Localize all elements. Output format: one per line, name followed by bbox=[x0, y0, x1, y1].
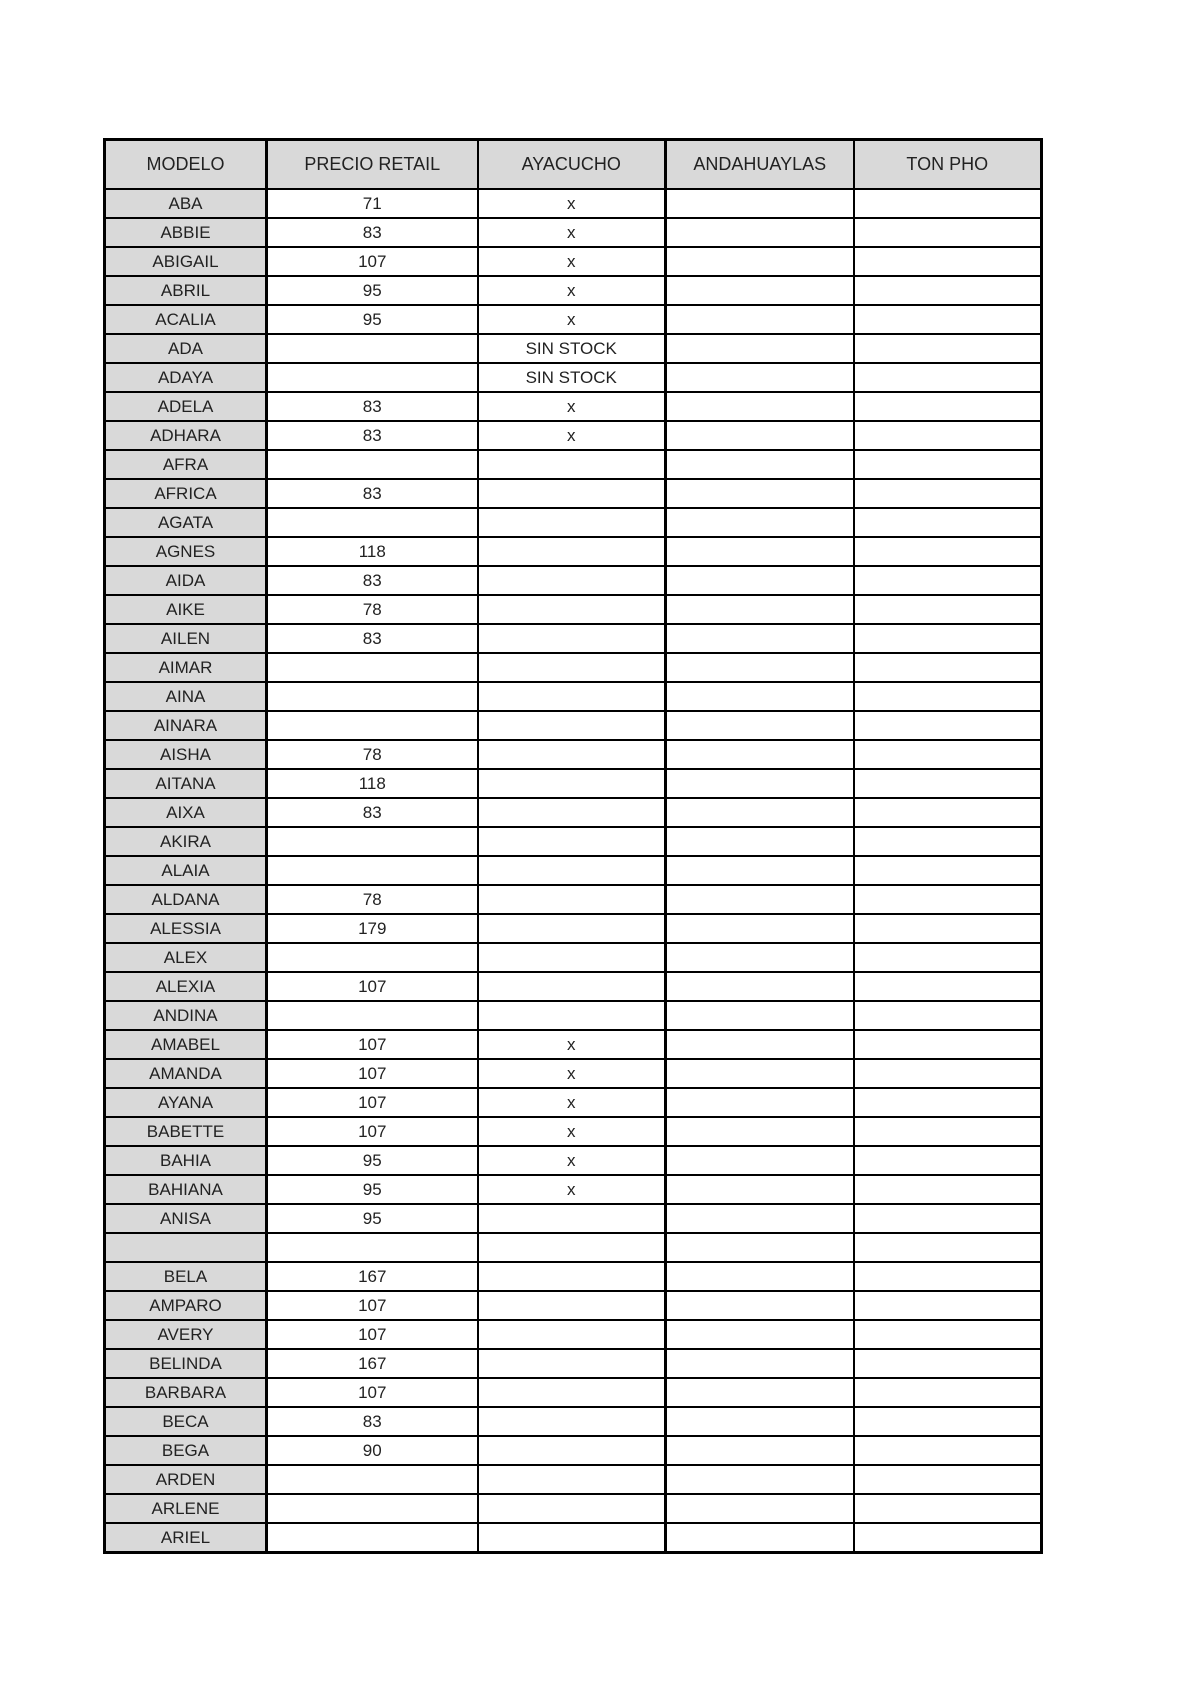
precio-retail-cell: 83 bbox=[267, 479, 478, 508]
table-row bbox=[105, 566, 1042, 595]
modelo-cell: ABIGAIL bbox=[105, 247, 267, 276]
ton-pho-cell bbox=[854, 450, 1042, 479]
andahuaylas-cell bbox=[666, 856, 854, 885]
andahuaylas-cell bbox=[666, 740, 854, 769]
precio-retail-cell bbox=[267, 450, 478, 479]
andahuaylas-cell bbox=[666, 363, 854, 392]
modelo-cell: BARBARA bbox=[105, 1378, 267, 1407]
ayacucho-cell bbox=[478, 1436, 666, 1465]
ton-pho-cell bbox=[854, 392, 1042, 421]
andahuaylas-cell bbox=[666, 914, 854, 943]
precio-retail-cell: 78 bbox=[267, 740, 478, 769]
ayacucho-cell bbox=[478, 566, 666, 595]
table-row bbox=[105, 1001, 1042, 1030]
ton-pho-cell bbox=[854, 885, 1042, 914]
precio-retail-cell bbox=[267, 334, 478, 363]
ayacucho-cell bbox=[478, 479, 666, 508]
andahuaylas-cell bbox=[666, 653, 854, 682]
ayacucho-cell: SIN STOCK bbox=[478, 363, 666, 392]
table-row bbox=[105, 1291, 1042, 1320]
modelo-cell: ABA bbox=[105, 189, 267, 218]
modelo-cell: ALEXIA bbox=[105, 972, 267, 1001]
table-row bbox=[105, 1262, 1042, 1291]
modelo-cell: AIKE bbox=[105, 595, 267, 624]
precio-retail-cell: 107 bbox=[267, 1117, 478, 1146]
ton-pho-cell bbox=[854, 827, 1042, 856]
ton-pho-cell bbox=[854, 595, 1042, 624]
ayacucho-cell bbox=[478, 537, 666, 566]
ayacucho-cell bbox=[478, 1349, 666, 1378]
header-row bbox=[105, 140, 1042, 190]
andahuaylas-cell bbox=[666, 1030, 854, 1059]
andahuaylas-cell bbox=[666, 769, 854, 798]
andahuaylas-cell bbox=[666, 392, 854, 421]
ton-pho-cell bbox=[854, 566, 1042, 595]
table-row bbox=[105, 827, 1042, 856]
ayacucho-cell bbox=[478, 653, 666, 682]
table-row bbox=[105, 450, 1042, 479]
ayacucho-cell: x bbox=[478, 1146, 666, 1175]
table-row bbox=[105, 885, 1042, 914]
ton-pho-cell bbox=[854, 1175, 1042, 1204]
ayacucho-cell bbox=[478, 1523, 666, 1553]
modelo-cell: AINARA bbox=[105, 711, 267, 740]
ayacucho-cell bbox=[478, 1320, 666, 1349]
precio-retail-cell: 118 bbox=[267, 537, 478, 566]
andahuaylas-cell bbox=[666, 479, 854, 508]
andahuaylas-cell bbox=[666, 1465, 854, 1494]
modelo-cell: AIDA bbox=[105, 566, 267, 595]
modelo-cell: AINA bbox=[105, 682, 267, 711]
ayacucho-cell bbox=[478, 711, 666, 740]
ayacucho-cell bbox=[478, 972, 666, 1001]
modelo-cell: BECA bbox=[105, 1407, 267, 1436]
ayacucho-cell: x bbox=[478, 276, 666, 305]
table-row bbox=[105, 247, 1042, 276]
modelo-cell: ANISA bbox=[105, 1204, 267, 1233]
ayacucho-cell bbox=[478, 914, 666, 943]
precio-retail-cell: 83 bbox=[267, 218, 478, 247]
precio-retail-cell: 78 bbox=[267, 885, 478, 914]
modelo-cell: AVERY bbox=[105, 1320, 267, 1349]
andahuaylas-cell bbox=[666, 798, 854, 827]
table-row bbox=[105, 363, 1042, 392]
modelo-cell: AFRA bbox=[105, 450, 267, 479]
ayacucho-cell: x bbox=[478, 189, 666, 218]
ton-pho-cell bbox=[854, 1204, 1042, 1233]
ton-pho-cell bbox=[854, 1378, 1042, 1407]
precio-retail-cell bbox=[267, 1001, 478, 1030]
modelo-cell: ABRIL bbox=[105, 276, 267, 305]
precio-retail-cell: 107 bbox=[267, 1030, 478, 1059]
ayacucho-cell: x bbox=[478, 1059, 666, 1088]
ayacucho-cell: x bbox=[478, 392, 666, 421]
modelo-cell: ADAYA bbox=[105, 363, 267, 392]
modelo-cell: AILEN bbox=[105, 624, 267, 653]
andahuaylas-cell bbox=[666, 1378, 854, 1407]
ton-pho-cell bbox=[854, 363, 1042, 392]
precio-retail-cell bbox=[267, 363, 478, 392]
ayacucho-cell bbox=[478, 1233, 666, 1262]
table-row bbox=[105, 1117, 1042, 1146]
ayacucho-cell bbox=[478, 943, 666, 972]
modelo-cell: ALAIA bbox=[105, 856, 267, 885]
andahuaylas-cell bbox=[666, 1262, 854, 1291]
andahuaylas-cell bbox=[666, 421, 854, 450]
andahuaylas-cell bbox=[666, 885, 854, 914]
ton-pho-cell bbox=[854, 421, 1042, 450]
precio-retail-cell: 167 bbox=[267, 1262, 478, 1291]
precio-retail-cell bbox=[267, 1494, 478, 1523]
ton-pho-cell bbox=[854, 740, 1042, 769]
precio-retail-cell: 71 bbox=[267, 189, 478, 218]
andahuaylas-cell bbox=[666, 566, 854, 595]
andahuaylas-cell bbox=[666, 1349, 854, 1378]
andahuaylas-cell bbox=[666, 595, 854, 624]
table-row bbox=[105, 1204, 1042, 1233]
modelo-cell: BEGA bbox=[105, 1436, 267, 1465]
precio-retail-cell: 83 bbox=[267, 798, 478, 827]
modelo-cell: AMANDA bbox=[105, 1059, 267, 1088]
ton-pho-cell bbox=[854, 914, 1042, 943]
table-row bbox=[105, 914, 1042, 943]
ton-pho-cell bbox=[854, 1001, 1042, 1030]
precio-retail-cell: 95 bbox=[267, 1175, 478, 1204]
ton-pho-cell bbox=[854, 189, 1042, 218]
table-row bbox=[105, 769, 1042, 798]
table-row bbox=[105, 1320, 1042, 1349]
ton-pho-cell bbox=[854, 1465, 1042, 1494]
table-row bbox=[105, 421, 1042, 450]
table-row bbox=[105, 653, 1042, 682]
table-row bbox=[105, 1030, 1042, 1059]
precio-retail-cell: 95 bbox=[267, 276, 478, 305]
modelo-cell: AGNES bbox=[105, 537, 267, 566]
andahuaylas-cell bbox=[666, 1233, 854, 1262]
modelo-cell: AISHA bbox=[105, 740, 267, 769]
table-row bbox=[105, 1523, 1042, 1553]
table-row bbox=[105, 1436, 1042, 1465]
andahuaylas-cell bbox=[666, 1204, 854, 1233]
andahuaylas-cell bbox=[666, 1494, 854, 1523]
ayacucho-cell bbox=[478, 595, 666, 624]
table-header bbox=[105, 140, 1042, 190]
andahuaylas-cell bbox=[666, 624, 854, 653]
table-row bbox=[105, 1233, 1042, 1262]
andahuaylas-cell bbox=[666, 1320, 854, 1349]
table-row bbox=[105, 334, 1042, 363]
andahuaylas-cell bbox=[666, 1059, 854, 1088]
ton-pho-cell bbox=[854, 1146, 1042, 1175]
ayacucho-cell bbox=[478, 624, 666, 653]
ayacucho-cell bbox=[478, 1407, 666, 1436]
header-modelo: MODELO bbox=[105, 140, 267, 190]
ayacucho-cell: x bbox=[478, 1117, 666, 1146]
table-row bbox=[105, 972, 1042, 1001]
precio-retail-cell: 83 bbox=[267, 624, 478, 653]
ton-pho-cell bbox=[854, 247, 1042, 276]
precio-retail-cell: 83 bbox=[267, 1407, 478, 1436]
precio-retail-cell bbox=[267, 682, 478, 711]
precio-retail-cell: 107 bbox=[267, 1088, 478, 1117]
andahuaylas-cell bbox=[666, 1175, 854, 1204]
modelo-cell: ALEX bbox=[105, 943, 267, 972]
ayacucho-cell bbox=[478, 1378, 666, 1407]
andahuaylas-cell bbox=[666, 218, 854, 247]
ayacucho-cell bbox=[478, 508, 666, 537]
ayacucho-cell bbox=[478, 1001, 666, 1030]
modelo-cell: ALESSIA bbox=[105, 914, 267, 943]
andahuaylas-cell bbox=[666, 1001, 854, 1030]
modelo-cell: ABBIE bbox=[105, 218, 267, 247]
table-row bbox=[105, 1494, 1042, 1523]
header-ton-pho: TON PHO bbox=[854, 140, 1042, 190]
modelo-cell: AMABEL bbox=[105, 1030, 267, 1059]
andahuaylas-cell bbox=[666, 334, 854, 363]
modelo-cell: ACALIA bbox=[105, 305, 267, 334]
ayacucho-cell bbox=[478, 769, 666, 798]
ton-pho-cell bbox=[854, 1407, 1042, 1436]
ton-pho-cell bbox=[854, 334, 1042, 363]
modelo-cell bbox=[105, 1233, 267, 1262]
ayacucho-cell bbox=[478, 798, 666, 827]
ayacucho-cell bbox=[478, 450, 666, 479]
andahuaylas-cell bbox=[666, 1088, 854, 1117]
inventory-table bbox=[103, 138, 1043, 1554]
precio-retail-cell bbox=[267, 943, 478, 972]
ton-pho-cell bbox=[854, 769, 1042, 798]
table-row bbox=[105, 508, 1042, 537]
table-row bbox=[105, 189, 1042, 218]
modelo-cell: ADHARA bbox=[105, 421, 267, 450]
header-andahuaylas: ANDAHUAYLAS bbox=[666, 140, 854, 190]
modelo-cell: ADELA bbox=[105, 392, 267, 421]
table-row bbox=[105, 1407, 1042, 1436]
ton-pho-cell bbox=[854, 305, 1042, 334]
ton-pho-cell bbox=[854, 1291, 1042, 1320]
table-row bbox=[105, 479, 1042, 508]
modelo-cell: AGATA bbox=[105, 508, 267, 537]
precio-retail-cell: 107 bbox=[267, 972, 478, 1001]
ayacucho-cell: x bbox=[478, 1088, 666, 1117]
andahuaylas-cell bbox=[666, 247, 854, 276]
table-row bbox=[105, 624, 1042, 653]
table-row bbox=[105, 856, 1042, 885]
andahuaylas-cell bbox=[666, 537, 854, 566]
ton-pho-cell bbox=[854, 798, 1042, 827]
table-row bbox=[105, 537, 1042, 566]
precio-retail-cell: 83 bbox=[267, 421, 478, 450]
precio-retail-cell bbox=[267, 508, 478, 537]
modelo-cell: AIXA bbox=[105, 798, 267, 827]
table-row bbox=[105, 1378, 1042, 1407]
ton-pho-cell bbox=[854, 1436, 1042, 1465]
precio-retail-cell: 95 bbox=[267, 1204, 478, 1233]
ton-pho-cell bbox=[854, 276, 1042, 305]
ton-pho-cell bbox=[854, 479, 1042, 508]
precio-retail-cell: 107 bbox=[267, 1291, 478, 1320]
table-row bbox=[105, 1465, 1042, 1494]
ayacucho-cell bbox=[478, 856, 666, 885]
precio-retail-cell: 95 bbox=[267, 305, 478, 334]
ayacucho-cell: x bbox=[478, 218, 666, 247]
ton-pho-cell bbox=[854, 218, 1042, 247]
modelo-cell: AFRICA bbox=[105, 479, 267, 508]
table-row bbox=[105, 1175, 1042, 1204]
ayacucho-cell bbox=[478, 1262, 666, 1291]
precio-retail-cell bbox=[267, 711, 478, 740]
table-body bbox=[105, 189, 1042, 1553]
header-precio-retail: PRECIO RETAIL bbox=[267, 140, 478, 190]
precio-retail-cell: 118 bbox=[267, 769, 478, 798]
table-row bbox=[105, 595, 1042, 624]
precio-retail-cell: 107 bbox=[267, 1059, 478, 1088]
andahuaylas-cell bbox=[666, 1291, 854, 1320]
table-row bbox=[105, 1349, 1042, 1378]
precio-retail-cell bbox=[267, 653, 478, 682]
table-row bbox=[105, 682, 1042, 711]
andahuaylas-cell bbox=[666, 943, 854, 972]
ton-pho-cell bbox=[854, 537, 1042, 566]
ayacucho-cell bbox=[478, 740, 666, 769]
precio-retail-cell: 107 bbox=[267, 1378, 478, 1407]
ton-pho-cell bbox=[854, 1320, 1042, 1349]
ton-pho-cell bbox=[854, 653, 1042, 682]
modelo-cell: AYANA bbox=[105, 1088, 267, 1117]
ayacucho-cell bbox=[478, 827, 666, 856]
modelo-cell: AMPARO bbox=[105, 1291, 267, 1320]
ayacucho-cell: x bbox=[478, 305, 666, 334]
ayacucho-cell: x bbox=[478, 1030, 666, 1059]
ayacucho-cell bbox=[478, 885, 666, 914]
ton-pho-cell bbox=[854, 943, 1042, 972]
andahuaylas-cell bbox=[666, 450, 854, 479]
precio-retail-cell bbox=[267, 1465, 478, 1494]
modelo-cell: ADA bbox=[105, 334, 267, 363]
ton-pho-cell bbox=[854, 1117, 1042, 1146]
modelo-cell: ARDEN bbox=[105, 1465, 267, 1494]
precio-retail-cell bbox=[267, 1233, 478, 1262]
modelo-cell: BABETTE bbox=[105, 1117, 267, 1146]
table-row bbox=[105, 1146, 1042, 1175]
modelo-cell: ANDINA bbox=[105, 1001, 267, 1030]
ton-pho-cell bbox=[854, 1233, 1042, 1262]
table-row bbox=[105, 740, 1042, 769]
ton-pho-cell bbox=[854, 508, 1042, 537]
modelo-cell: BELA bbox=[105, 1262, 267, 1291]
ton-pho-cell bbox=[854, 856, 1042, 885]
table-row bbox=[105, 276, 1042, 305]
modelo-cell: BELINDA bbox=[105, 1349, 267, 1378]
ayacucho-cell bbox=[478, 1291, 666, 1320]
precio-retail-cell bbox=[267, 827, 478, 856]
ton-pho-cell bbox=[854, 1523, 1042, 1553]
ayacucho-cell: SIN STOCK bbox=[478, 334, 666, 363]
precio-retail-cell: 83 bbox=[267, 566, 478, 595]
ayacucho-cell bbox=[478, 1204, 666, 1233]
precio-retail-cell: 107 bbox=[267, 1320, 478, 1349]
ton-pho-cell bbox=[854, 1030, 1042, 1059]
andahuaylas-cell bbox=[666, 189, 854, 218]
table-row bbox=[105, 711, 1042, 740]
ayacucho-cell bbox=[478, 682, 666, 711]
modelo-cell: ALDANA bbox=[105, 885, 267, 914]
ton-pho-cell bbox=[854, 711, 1042, 740]
ton-pho-cell bbox=[854, 1262, 1042, 1291]
modelo-cell: BAHIA bbox=[105, 1146, 267, 1175]
precio-retail-cell: 83 bbox=[267, 392, 478, 421]
ton-pho-cell bbox=[854, 1349, 1042, 1378]
ayacucho-cell bbox=[478, 1494, 666, 1523]
precio-retail-cell: 90 bbox=[267, 1436, 478, 1465]
modelo-cell: ARIEL bbox=[105, 1523, 267, 1553]
ton-pho-cell bbox=[854, 1494, 1042, 1523]
modelo-cell: BAHIANA bbox=[105, 1175, 267, 1204]
modelo-cell: AKIRA bbox=[105, 827, 267, 856]
header-ayacucho: AYACUCHO bbox=[478, 140, 666, 190]
ayacucho-cell bbox=[478, 1465, 666, 1494]
precio-retail-cell: 95 bbox=[267, 1146, 478, 1175]
modelo-cell: AIMAR bbox=[105, 653, 267, 682]
table-row bbox=[105, 392, 1042, 421]
precio-retail-cell bbox=[267, 856, 478, 885]
precio-retail-cell: 78 bbox=[267, 595, 478, 624]
andahuaylas-cell bbox=[666, 276, 854, 305]
table-row bbox=[105, 218, 1042, 247]
ton-pho-cell bbox=[854, 682, 1042, 711]
andahuaylas-cell bbox=[666, 711, 854, 740]
precio-retail-cell: 179 bbox=[267, 914, 478, 943]
ayacucho-cell: x bbox=[478, 421, 666, 450]
ton-pho-cell bbox=[854, 972, 1042, 1001]
andahuaylas-cell bbox=[666, 508, 854, 537]
modelo-cell: AITANA bbox=[105, 769, 267, 798]
precio-retail-cell: 107 bbox=[267, 247, 478, 276]
precio-retail-cell bbox=[267, 1523, 478, 1553]
andahuaylas-cell bbox=[666, 827, 854, 856]
andahuaylas-cell bbox=[666, 1436, 854, 1465]
andahuaylas-cell bbox=[666, 972, 854, 1001]
andahuaylas-cell bbox=[666, 1117, 854, 1146]
ton-pho-cell bbox=[854, 1059, 1042, 1088]
table-row bbox=[105, 1059, 1042, 1088]
modelo-cell: ARLENE bbox=[105, 1494, 267, 1523]
table-row bbox=[105, 943, 1042, 972]
andahuaylas-cell bbox=[666, 682, 854, 711]
andahuaylas-cell bbox=[666, 305, 854, 334]
andahuaylas-cell bbox=[666, 1523, 854, 1553]
precio-retail-cell: 167 bbox=[267, 1349, 478, 1378]
ayacucho-cell: x bbox=[478, 1175, 666, 1204]
andahuaylas-cell bbox=[666, 1146, 854, 1175]
table-row bbox=[105, 1088, 1042, 1117]
table-row bbox=[105, 305, 1042, 334]
ton-pho-cell bbox=[854, 624, 1042, 653]
ayacucho-cell: x bbox=[478, 247, 666, 276]
table-row bbox=[105, 798, 1042, 827]
ton-pho-cell bbox=[854, 1088, 1042, 1117]
andahuaylas-cell bbox=[666, 1407, 854, 1436]
